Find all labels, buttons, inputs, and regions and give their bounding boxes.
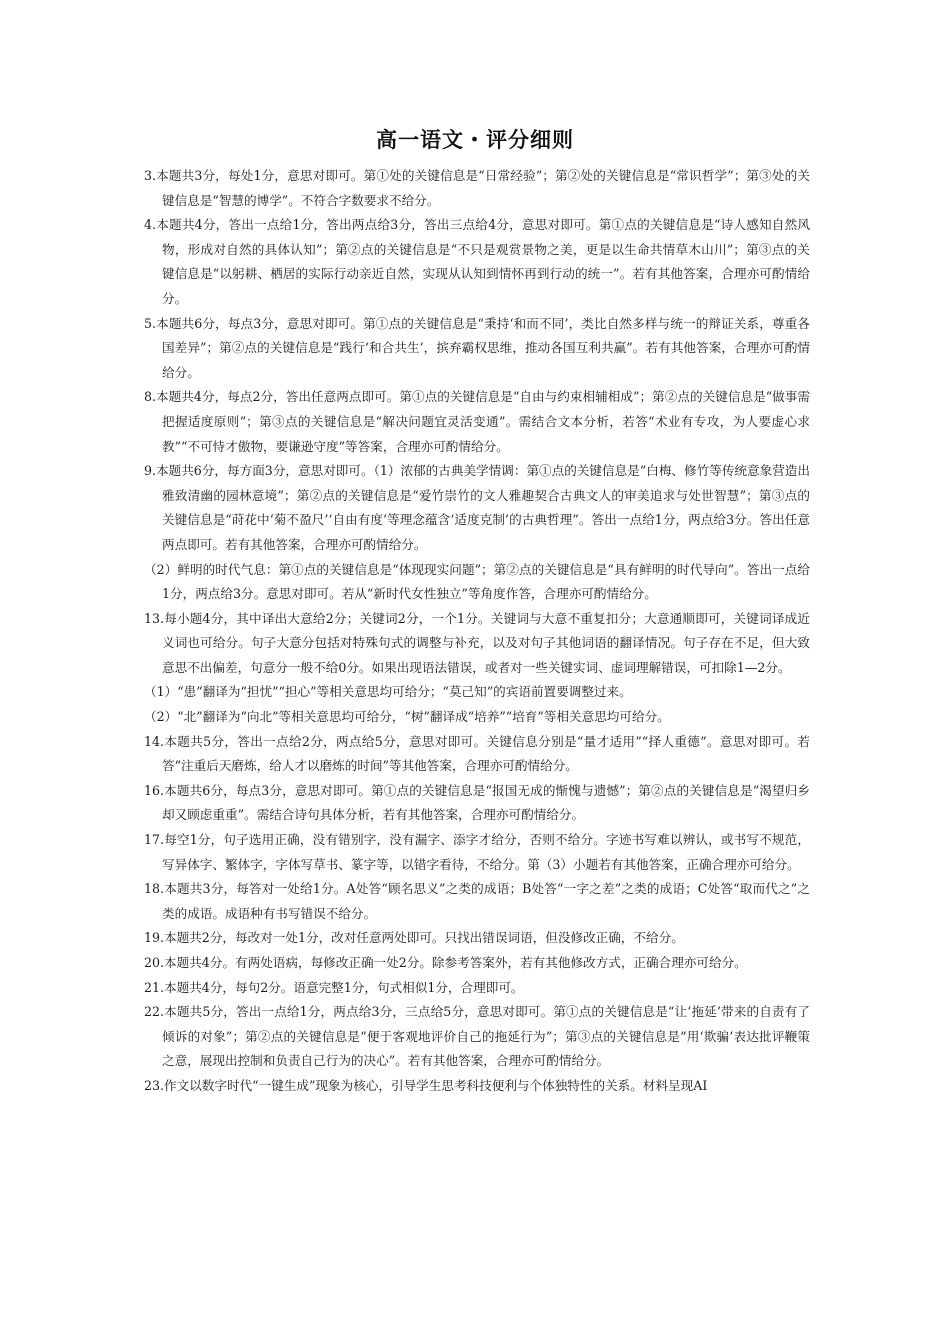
scoring-rules-list <box>144 164 810 1099</box>
rule-item-3: 3.本题共3分，每处1分，意思对即可。第①处的关键信息是“日常经验”；第②处的关键信息是“常识哲学”；第③处的关键信息是“智慧的博学”。不符合字数要求不给分。 <box>144 168 810 208</box>
rule-item-14: 14.本题共5分，答出一点给2分，两点给5分，意思对即可。关键信息分别是“量才适用”“择人重德”。意思对即可。若答“注重后天磨炼，给人才以磨炼的时间”等其他答案，合理亦可酌情给分。 <box>144 733 810 774</box>
rule-item-21: 21.本题共4分，每句2分。语意完整1分，句式相似1分，合理即可。 <box>144 979 524 995</box>
rule-item-13: 13.每小题4分，其中译出大意给2分；关键词2分，一个1分。关键词与大意不重复扣分；大意通顺即可，关键词译成近义词也可给分。句子大意分包括对特殊句式的调整与补充，以及对句子其他词语的翻译情况。句子存在不足，但大致意思不出偏差，句意分一般不给0分。如果出现语法错误，或者对一些关键实词、虚词理解错误，可扣除1—2分。 <box>144 610 810 675</box>
rule-item-22: 22.本题共5分，答出一点给1分，两点给3分，三点给5分，意思对即可。第①点的关键信息是“让‘拖延’带来的自责有了倾诉的对象”；第②点的关键信息是“便于客观地评价自己的拖延行为”；第③点的关键信息是“用‘欺骗’表达批评鞭策之意，展现出控制和负责自己行为的决心”。若有其他答案，合理亦可酌情给分。 <box>144 1004 810 1069</box>
rule-item-19: 19.本题共2分，每改对一处1分，改对任意两处即可。只找出错误词语，但没修改正确，不给分。 <box>144 930 684 946</box>
rule-item-20: 20.本题共4分。有两处语病，每修改正确一处2分。除参考答案外，若有其他修改方式，正确合理亦可给分。 <box>144 955 747 970</box>
rule-item-9-part-2: （2）鲜明的时代气息：第①点的关键信息是“体现现实问题”；第②点的关键信息是“具有鲜明的时代导向”。答出一点给1分，两点给3分。意思对即可。若从“新时代女性独立”等角度作答，合理亦可酌情给分。 <box>144 561 810 602</box>
rule-item-4: 4.本题共4分，答出一点给1分，答出两点给3分，答出三点给4分，意思对即可。第①点的关键信息是“诗人感知自然风物，形成对自然的具体认知”；第②点的关键信息是“不只是观赏景物之美，更是以生命共情草木山川”；第③点的关键信息是“以躬耕、栖居的实际行动亲近自然，实现从认知到情怀再到行动的统一”。若有其他答案，合理亦可酌情给分。 <box>144 217 810 306</box>
rule-item-17: 17.每空1分，句子选用正确，没有错别字，没有漏字、添字才给分，否则不给分。字迹书写难以辨认，或书写不规范，写异体字、繁体字，字体写草书、篆字等，以错字看待，不给分。第（3）小题若有其他答案，正确合理亦可给分。 <box>144 832 810 872</box>
rule-item-13-part-1: （1）“患”翻译为“担忧”“担心”等相关意思均可给分；“莫己知”的宾语前置要调整过来。 <box>144 684 632 700</box>
rule-item-16: 16.本题共6分，每点3分，意思对即可。第①点的关键信息是“报国无成的惭愧与遗憾”；第②点的关键信息是“渴望归乡却又顾虑重重”。需结合诗句具体分析，若有其他答案，合理亦可酌情给分。 <box>144 782 810 823</box>
rule-item-9: 9.本题共6分，每方面3分，意思对即可。（1）浓郁的古典美学情调：第①点的关键信息是“白梅、修竹等传统意象营造出雅致清幽的园林意境”；第②点的关键信息是“爱竹崇竹的文人雅趣契合古典文人的审美追求与处世智慧”；第③点的关键信息是“莳花中‘菊不盈尺’‘自由有度’等理念蕴含‘适度克制’的古典哲理”。答出一点给1分，两点给3分。答出任意两点即可。若有其他答案，合理亦可酌情给分。 <box>144 463 810 552</box>
rule-item-23: 23.作文以数字时代“一键生成”现象为核心，引导学生思考科技便利与个体独特性的关系。材料呈现AI <box>144 1077 708 1093</box>
rule-item-18: 18.本题共3分，每答对一处给1分。A处答“顾名思义”之类的成语；B处答“一字之差”之类的成语；C处答“取而代之”之类的成语。成语种有书写错误不给分。 <box>144 881 810 921</box>
page-title: 高一语文・评分细则 <box>376 128 574 152</box>
rule-item-5: 5.本题共6分，每点3分，意思对即可。第①点的关键信息是“秉持‘和而不同’，类比自然多样与统一的辩证关系，尊重各国差异”；第②点的关键信息是“践行‘和合共生’，摈弃霸权思维，推动各国互利共赢”。若有其他答案，合理亦可酌情给分。 <box>144 315 810 380</box>
rule-item-13-part-2: （2）“北”翻译为“向北”等相关意思均可给分，“树”翻译成“培养”“培育”等相关意思均可给分。 <box>144 709 670 725</box>
rule-item-8: 8.本题共4分，每点2分，答出任意两点即可。第①点的关键信息是“自由与约束相辅相成”；第②点的关键信息是“做事需把握适度原则”；第③点的关键信息是“解决问题宜灵活变通”。需结合文本分析，若答“术业有专攻，为人要虚心求教”“不可恃才傲物，要谦逊守度”等答案，合理亦可酌情给分。 <box>144 389 810 454</box>
